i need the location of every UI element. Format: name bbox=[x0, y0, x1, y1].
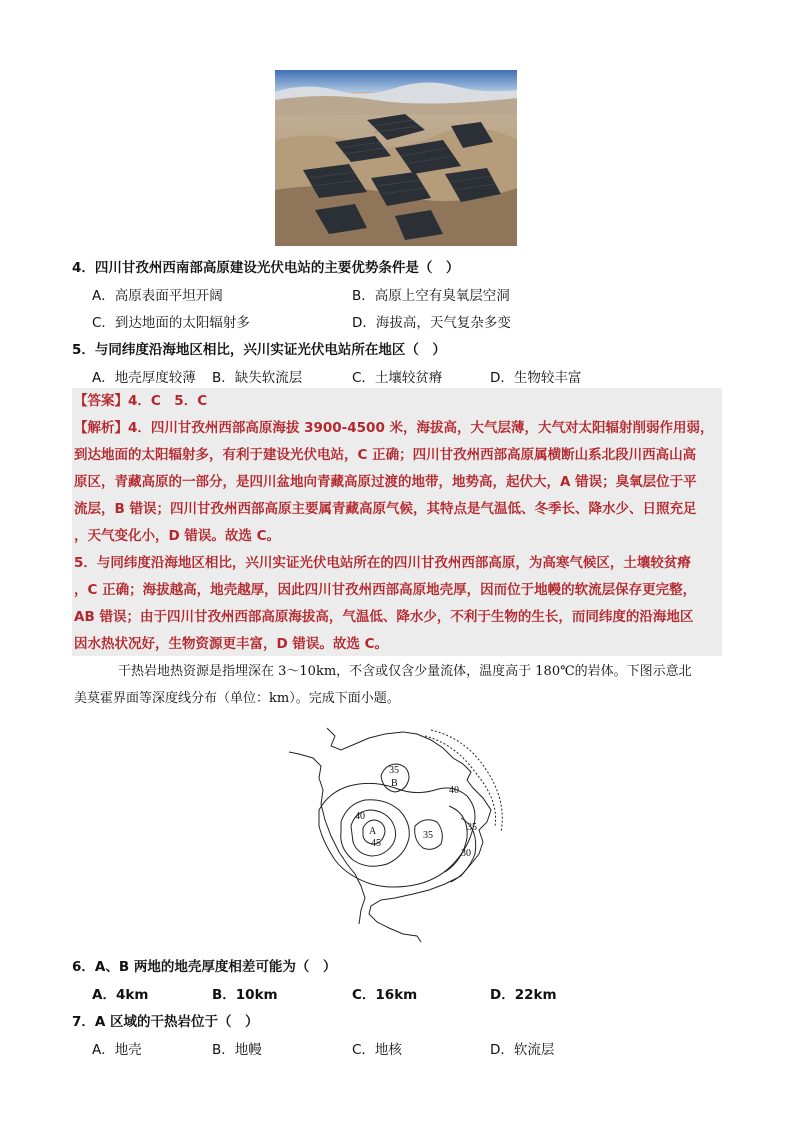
solar-plant-photo bbox=[275, 70, 517, 246]
analysis-4-line-2: 到达地面的太阳辐射多，有利于建设光伏电站，C 正确；四川甘孜州西部高原属横断山系北段川西高山高 bbox=[74, 447, 697, 463]
contour-label-30: 30 bbox=[461, 848, 471, 859]
q4-option-b: B．高原上空有臭氧层空洞 bbox=[352, 288, 510, 304]
q5-option-c: C．土壤较贫瘠 bbox=[352, 370, 443, 386]
analysis-4-line-5: ，天气变化小，D 错误。故选 C。 bbox=[74, 528, 281, 544]
q5-option-a: A．地壳厚度较薄 bbox=[92, 370, 196, 386]
q4-option-a: A．高原表面平坦开阔 bbox=[92, 288, 223, 304]
contour-label-35-mid: 35 bbox=[423, 830, 433, 841]
analysis-4-line-3: 原区，青藏高原的一部分，是四川盆地向青藏高原过渡的地带，地势高，起伏大，A 错误；臭氧层位于平 bbox=[74, 474, 697, 490]
q4-option-c: C．到达地面的太阳辐射多 bbox=[92, 315, 250, 331]
contour-label-35-top: 35 bbox=[389, 765, 399, 776]
q4-option-d: D．海拔高，天气复杂多变 bbox=[352, 315, 511, 331]
question-7-stem: 7．A 区域的干热岩位于（ ） bbox=[72, 1014, 259, 1030]
contour-label-35-east: 35 bbox=[467, 822, 477, 833]
analysis-5-line-3: AB 错误；由于四川甘孜州西部高原海拔高，气温低、降水少，不利于生物的生长，而同纬度的沿海地区 bbox=[74, 609, 694, 625]
q6-option-a: A．4km bbox=[92, 987, 149, 1003]
point-b-label: B bbox=[391, 778, 398, 789]
analysis-4-line-4: 流层，B 错误；四川甘孜州西部高原主要属青藏高原气候，其特点是气温低、冬季长、降水少、日照充足 bbox=[74, 501, 697, 517]
analysis-5-line-1: 5．与同纬度沿海地区相比，兴川实证光伏电站所在的四川甘孜州西部高原，为高寒气候区，土壤较贫瘠 bbox=[74, 555, 691, 571]
q5-option-b: B．缺失软流层 bbox=[212, 370, 303, 386]
q7-option-c: C．地核 bbox=[352, 1042, 402, 1058]
question-6-stem: 6．A、B 两地的地壳厚度相差可能为（ ） bbox=[72, 959, 337, 975]
q6-option-c: C．16km bbox=[352, 987, 418, 1003]
intro-line-2: 美莫霍界面等深度线分布（单位：km）。完成下面小题。 bbox=[74, 691, 400, 706]
analysis-5-line-2: ，C 正确；海拔越高，地壳越厚，因此四川甘孜州西部高原地壳厚，因而位于地幔的软流层保存更完整， bbox=[74, 582, 697, 598]
q6-option-d: D．22km bbox=[490, 987, 557, 1003]
q6-option-b: B．10km bbox=[212, 987, 278, 1003]
analysis-4-line-1: 【解析】4．四川甘孜州西部高原海拔 3900-4500 米，海拔高，大气层薄，大气对太阳辐射削弱作用弱， bbox=[74, 420, 714, 436]
question-5-stem: 5．与同纬度沿海地区相比，兴川实证光伏电站所在地区（ ） bbox=[72, 342, 446, 358]
answer-line: 【答案】4．C 5．C bbox=[74, 393, 208, 409]
q7-option-a: A．地壳 bbox=[92, 1042, 142, 1058]
intro-line-1: 干热岩地热资源是指埋深在 3～10km，不含或仅含少量流体，温度高于 180℃的岩体。下图示意北 bbox=[118, 664, 692, 679]
point-a-label: A bbox=[369, 826, 377, 837]
moho-depth-map bbox=[285, 714, 509, 944]
contour-label-45: 45 bbox=[371, 838, 381, 849]
q7-option-b: B．地幔 bbox=[212, 1042, 262, 1058]
contour-label-40-right: 40 bbox=[449, 785, 459, 796]
answer-analysis-text bbox=[74, 388, 724, 658]
analysis-5-line-4: 因水热状况好，生物资源更丰富，D 错误。故选 C。 bbox=[74, 636, 389, 652]
q7-option-d: D．软流层 bbox=[490, 1042, 555, 1058]
contour-label-40-left: 40 bbox=[355, 811, 365, 822]
question-4-stem: 4．四川甘孜州西南部高原建设光伏电站的主要优势条件是（ ） bbox=[72, 260, 460, 276]
q5-option-d: D．生物较丰富 bbox=[490, 370, 582, 386]
